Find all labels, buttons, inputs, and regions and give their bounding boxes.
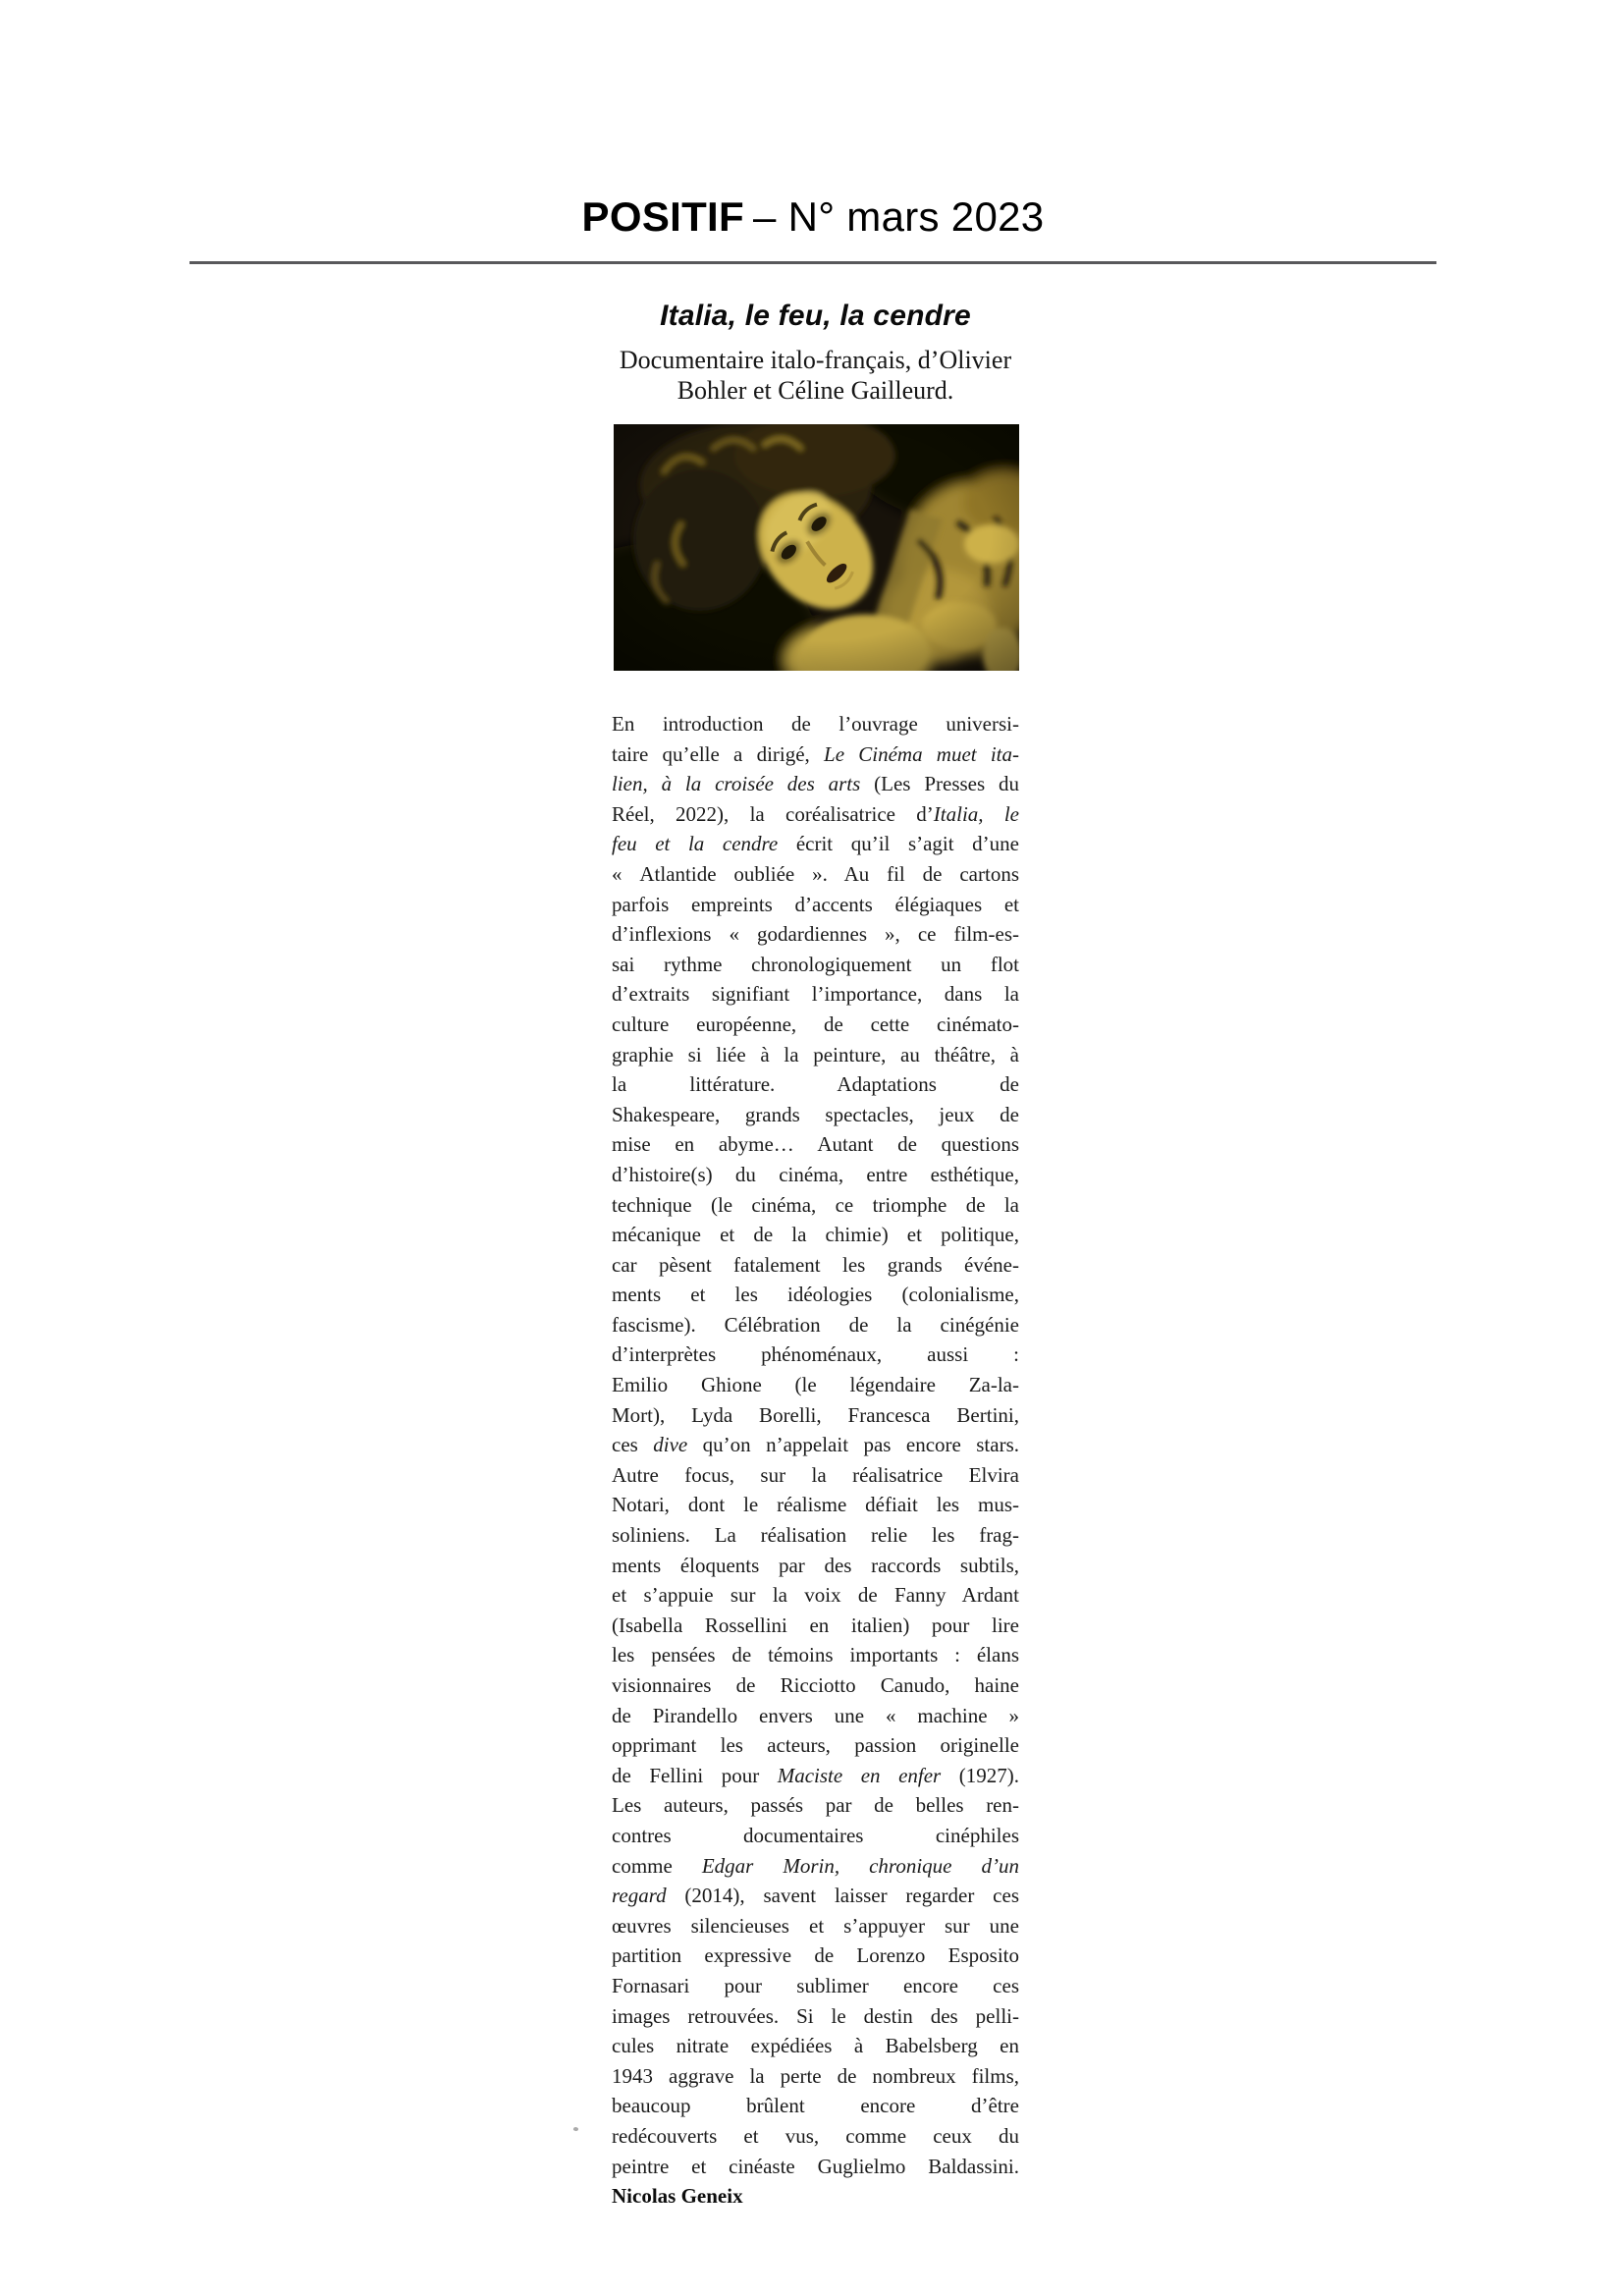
page-header (189, 193, 1436, 241)
text-line: comme Edgar Morin, chronique d’un (612, 1853, 1019, 1878)
text-line: les pensées de témoins importants : élans (612, 1643, 1019, 1667)
text-line: beaucoup brûlent encore d’être (612, 2094, 1019, 2118)
text-line: de Fellini pour Maciste en enfer (1927). (612, 1763, 1019, 1787)
text-line: Les auteurs, passés par de belles ren- (612, 1793, 1019, 1818)
text-line: culture européenne, de cette cinémato- (612, 1011, 1019, 1036)
text-line: opprimant les acteurs, passion originelle (612, 1733, 1019, 1758)
text-line: images retrouvées. Si le destin des pelli- (612, 2003, 1019, 2028)
text-line: contres documentaires cinéphiles (612, 1823, 1019, 1847)
text-line: cules nitrate expédiées à Babelsberg en (612, 2034, 1019, 2058)
article-byline: Nicolas Geneix (612, 2184, 743, 2208)
text-line: d’interprètes phénoménaux, aussi : (612, 1342, 1019, 1367)
text-line: de Pirandello envers une « machine » (612, 1703, 1019, 1727)
text-line: la littérature. Adaptations de (612, 1072, 1019, 1097)
text-line: ces dive qu’on n’appelait pas encore stars. (612, 1433, 1019, 1457)
text-line: regard (2014), savent laisser regarder ces (612, 1884, 1019, 1908)
scan-speck (572, 2126, 578, 2131)
text-line: mise en abyme… Autant de questions (612, 1132, 1019, 1157)
text-line: mécanique et de la chimie) et politique, (612, 1223, 1019, 1247)
text-line: Shakespeare, grands spectacles, jeux de (612, 1102, 1019, 1126)
text-line: ments éloquents par des raccords subtils, (612, 1553, 1019, 1577)
text-line: peintre et cinéaste Guglielmo Baldassini. (612, 2154, 1019, 2178)
text-line: fascisme). Célébration de la cinégénie (612, 1312, 1019, 1337)
text-line: feu et la cendre écrit qu’il s’agit d’une (612, 832, 1019, 856)
article-subtitle (612, 345, 1019, 406)
subtitle-line: Documentaire italo-français, d’Olivier (619, 346, 1012, 374)
article-body (612, 709, 1019, 2181)
text-line: lien, à la croisée des arts (Les Presses du (612, 772, 1019, 796)
article-title: Italia, le feu, la cendre (660, 300, 971, 332)
text-line: visionnaires de Ricciotto Canudo, haine (612, 1673, 1019, 1697)
text-line: « Atlantide oubliée ». Au fil de cartons (612, 861, 1019, 886)
text-line: Emilio Ghione (le légendaire Za-la- (612, 1373, 1019, 1397)
text-line: car pèsent fatalement les grands événe- (612, 1252, 1019, 1277)
text-line: redécouverts et vus, comme ceux du (612, 2123, 1019, 2148)
text-line: d’histoire(s) du cinéma, entre esthétique, (612, 1162, 1019, 1186)
text-line: graphie si liée à la peinture, au théâtre, à (612, 1042, 1019, 1066)
text-line: d’extraits signifiant l’importance, dans la (612, 982, 1019, 1007)
text-line: Réel, 2022), la coréalisatrice d’Italia, le (612, 801, 1019, 826)
film-still-image (614, 424, 1019, 671)
text-line: parfois empreints d’accents élégiaques et (612, 892, 1019, 916)
header-divider (189, 261, 1436, 264)
issue-label: – N° mars 2023 (752, 193, 1045, 240)
text-line: Mort), Lyda Borelli, Francesca Bertini, (612, 1402, 1019, 1427)
text-line: En introduction de l’ouvrage universi- (612, 712, 1019, 736)
text-line: ments et les idéologies (colonialisme, (612, 1283, 1019, 1307)
text-line: taire qu’elle a dirigé, Le Cinéma muet ita- (612, 741, 1019, 766)
text-line: 1943 aggrave la perte de nombreux films, (612, 2063, 1019, 2088)
text-line: sai rythme chronologiquement un flot (612, 952, 1019, 976)
text-line: Fornasari pour sublimer encore ces (612, 1973, 1019, 1997)
text-line: partition expressive de Lorenzo Esposito (612, 1943, 1019, 1968)
text-line: Notari, dont le réalisme défiait les mus- (612, 1493, 1019, 1517)
text-line: soliniens. La réalisation relie les frag- (612, 1523, 1019, 1548)
text-line: d’inflexions « godardiennes », ce film-es- (612, 922, 1019, 947)
film-still-artwork (614, 424, 1019, 671)
text-line: œuvres silencieuses et s’appuyer sur une (612, 1913, 1019, 1938)
text-line: (Isabella Rossellini en italien) pour lire (612, 1613, 1019, 1637)
text-line: et s’appuie sur la voix de Fanny Ardant (612, 1583, 1019, 1608)
subtitle-line: Bohler et Céline Gailleurd. (676, 376, 954, 405)
text-line: Autre focus, sur la réalisatrice Elvira (612, 1462, 1019, 1487)
magazine-name: POSITIF (581, 193, 744, 240)
text-line: technique (le cinéma, ce triomphe de la (612, 1192, 1019, 1217)
